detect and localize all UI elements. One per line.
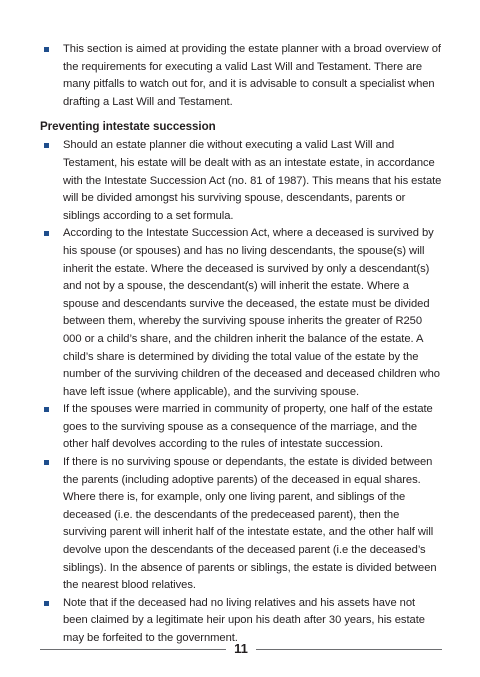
list-item [40, 401, 442, 454]
list-item [40, 454, 442, 595]
bullet-text: If the spouses were married in community of property, one half of the estate goes to the surviving spouse as a consequence of the marriage, and the other half devolves according to the rules of intestate succession. [63, 403, 433, 451]
list-item [40, 225, 442, 401]
square-bullet-icon [44, 460, 49, 465]
page-content [40, 41, 442, 648]
list-item [40, 137, 442, 225]
section-heading: Preventing intestate succession [40, 120, 216, 134]
square-bullet-icon [44, 407, 49, 412]
footer-rule-right [256, 649, 442, 650]
square-bullet-icon [44, 231, 49, 236]
footer-rule-left [40, 649, 226, 650]
bullet-text: This section is aimed at providing the estate planner with a broad overview of the requirements for executing a valid Last Will and Testament. There are many pitfalls to watch out for, and it is advisable to consult a specialist when drafting a Last Will and Testament. [63, 43, 441, 108]
list-item [40, 41, 442, 111]
page-footer [40, 640, 442, 658]
intro-bullet-list [40, 41, 442, 111]
square-bullet-icon [44, 601, 49, 606]
bullet-text: According to the Intestate Succession Act, where a deceased is survived by his spouse (or spouses) and has no living descendants, the spouse(s) will inherit the estate. Where the deceased is survived by only a descendant(s) and not by a spouse, the descendant(s) will inherit the estate. Where a spouse and descendants survive the deceased, the estate must be divided between them, whereby the surviving spouse inherits the greater of R250 000 or a child’s share, and the children inherit the balance of the estate. A child’s share is determined by dividing the total value of the estate by the number of the surviving children of the deceased and deceased children who have left issue (where applicable), and the surviving spouse. [63, 227, 440, 398]
bullet-text: If there is no surviving spouse or dependants, the estate is divided between the parents (including adoptive parents) of the deceased in equal shares. Where there is, for example, only one living parent, and siblings of the deceased (i.e. the descendants of the predeceased parent), then the surviving parent will inherit half of the intestate estate, and the other half will devolve upon the descendants of the deceased parent (i.e the deceased’s siblings). In the absence of parents or siblings, the estate is divided between the nearest blood relatives. [63, 456, 437, 592]
bullet-text: Should an estate planner die without executing a valid Last Will and Testament, his estate will be dealt with as an intestate estate, in accordance with the Intestate Succession Act (no. 81 of 1987). This means that his estate will be divided amongst his surviving spouse, descendants, parents or siblings according to a set formula. [63, 139, 442, 222]
square-bullet-icon [44, 47, 49, 52]
bullet-text: Note that if the deceased had no living relatives and his assets have not been claimed by a legitimate heir upon his death after 30 years, his estate may be forfeited to the government. [63, 596, 425, 644]
page-number: 11 [234, 641, 248, 656]
square-bullet-icon [44, 143, 49, 148]
section-bullet-list [40, 137, 442, 647]
